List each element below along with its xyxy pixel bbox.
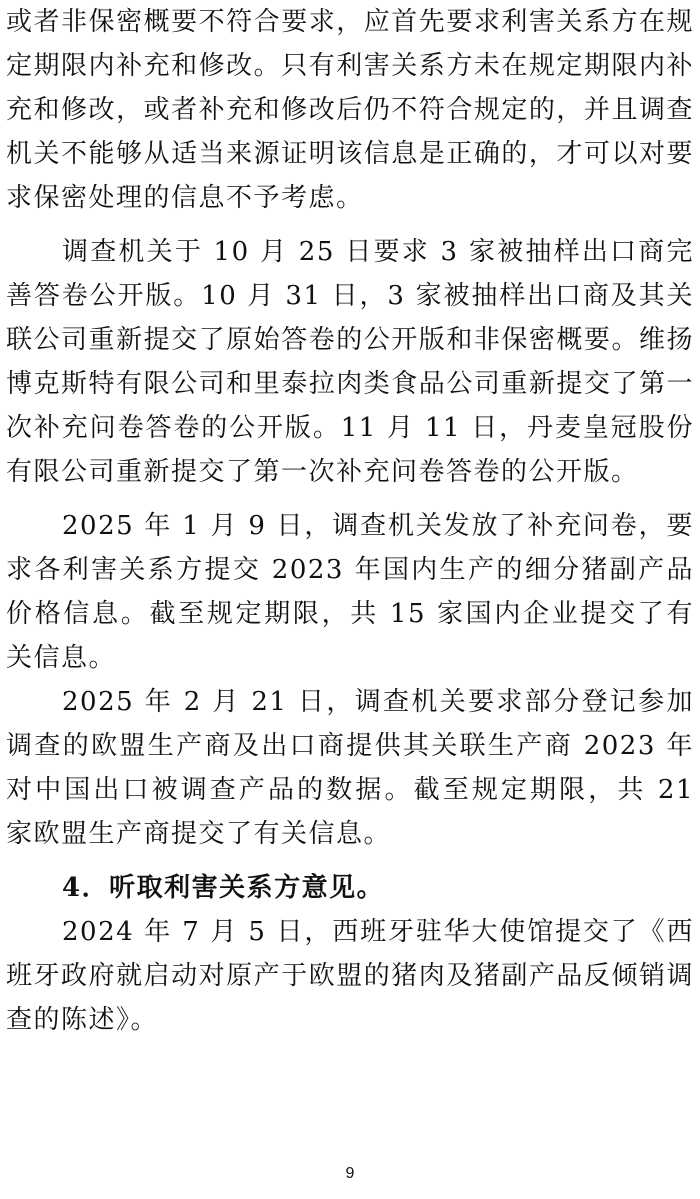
- paragraph-questionnaire-public-version: 调查机关于 10 月 25 日要求 3 家被抽样出口商完善答卷公开版。10 月 31 日，3 家被抽样出口商及其关联公司重新提交了原始答卷的公开版和非保密概要。维扬博克斯特有限公司和里泰拉肉类食品公司重新提交了第一次补充问卷答卷的公开版。11 月 11 日，丹麦皇冠股份有限公司重新提交了第一次补充问卷答卷的公开版。: [6, 237, 694, 487]
- page-number: 9: [345, 1165, 355, 1182]
- paragraph-eu-producer-data: 2025 年 2 月 21 日，调查机关要求部分登记参加调查的欧盟生产商及出口商提供其关联生产商 2023 年对中国出口被调查产品的数据。截至规定期限，共 21 家欧盟生产商提交了有关信息。: [6, 687, 694, 849]
- paragraph-spain-embassy: 2024 年 7 月 5 日，西班牙驻华大使馆提交了《西班牙政府就启动对原产于欧盟的猪肉及猪副产品反倾销调查的陈述》。: [6, 917, 694, 1035]
- section-heading-hearing-opinions: 4．听取利害关系方意见。: [62, 873, 385, 903]
- paragraph-confidential-summary: 或者非保密概要不符合要求，应首先要求利害关系方在规定期限内补充和修改。只有利害关系方未在规定期限内补充和修改，或者补充和修改后仍不符合规定的，并且调查机关不能够从适当来源证明该信息是正确的，才可以对要求保密处理的信息不予考虑。: [6, 7, 694, 213]
- paragraph-supplementary-questionnaire: 2025 年 1 月 9 日，调查机关发放了补充问卷，要求各利害关系方提交 2023 年国内生产的细分猪副产品价格信息。截至规定期限，共 15 家国内企业提交了有关信息。: [6, 511, 694, 673]
